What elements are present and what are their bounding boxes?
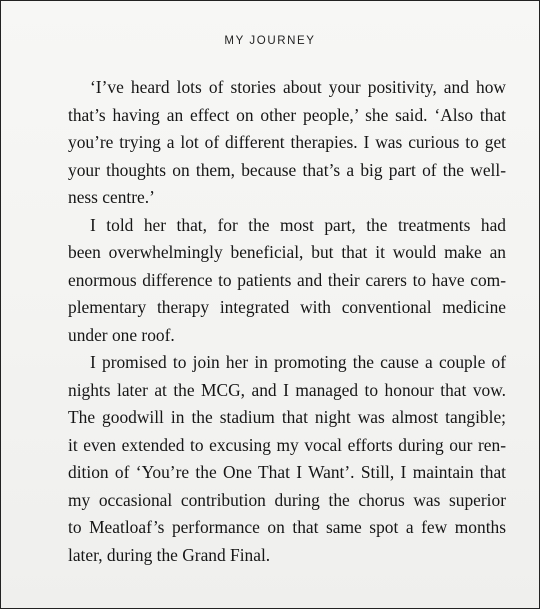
text-line: later, during the Grand Final. xyxy=(68,544,271,565)
text-line: your thoughts on them, because that’s a big part of the well- xyxy=(68,159,506,180)
paragraph xyxy=(46,349,506,569)
text-line: The goodwill in the stadium that night was almost tangible; xyxy=(68,407,506,427)
text-line: you’re trying a lot of different therapies. I was curious to get xyxy=(68,132,506,152)
body-text xyxy=(46,74,506,569)
paragraph xyxy=(46,212,506,350)
running-header: MY JOURNEY xyxy=(224,35,316,47)
text-line: under one roof. xyxy=(68,324,175,345)
text-line: my occasional contribution during the chorus was superior xyxy=(68,489,506,510)
text-line: ness centre.’ xyxy=(68,187,155,207)
text-line: it even extended to excusing my vocal efforts during our ren- xyxy=(68,434,506,455)
text-line: to Meatloaf’s performance on that same spot a few months xyxy=(68,517,506,537)
text-line: been overwhelmingly beneficial, but that it would make an xyxy=(68,242,506,262)
text-line: enormous difference to patients and their carers to have com- xyxy=(68,269,506,290)
text-line: dition of ‘You’re the One That I Want’. Still, I maintain that xyxy=(68,462,506,482)
text-line: ‘I’ve heard lots of stories about your positivity, and how xyxy=(90,77,506,97)
text-line: I told her that, for the most part, the treatments had xyxy=(90,214,506,235)
text-line: nights later at the MCG, and I managed to honour that vow. xyxy=(68,379,506,400)
text-line: I promised to join her in promoting the cause a couple of xyxy=(90,352,506,372)
paragraph xyxy=(46,74,506,212)
text-line: plementary therapy integrated with conventional medicine xyxy=(68,297,506,317)
text-line: that’s having an effect on other people,’ she said. ‘Also that xyxy=(68,104,506,125)
